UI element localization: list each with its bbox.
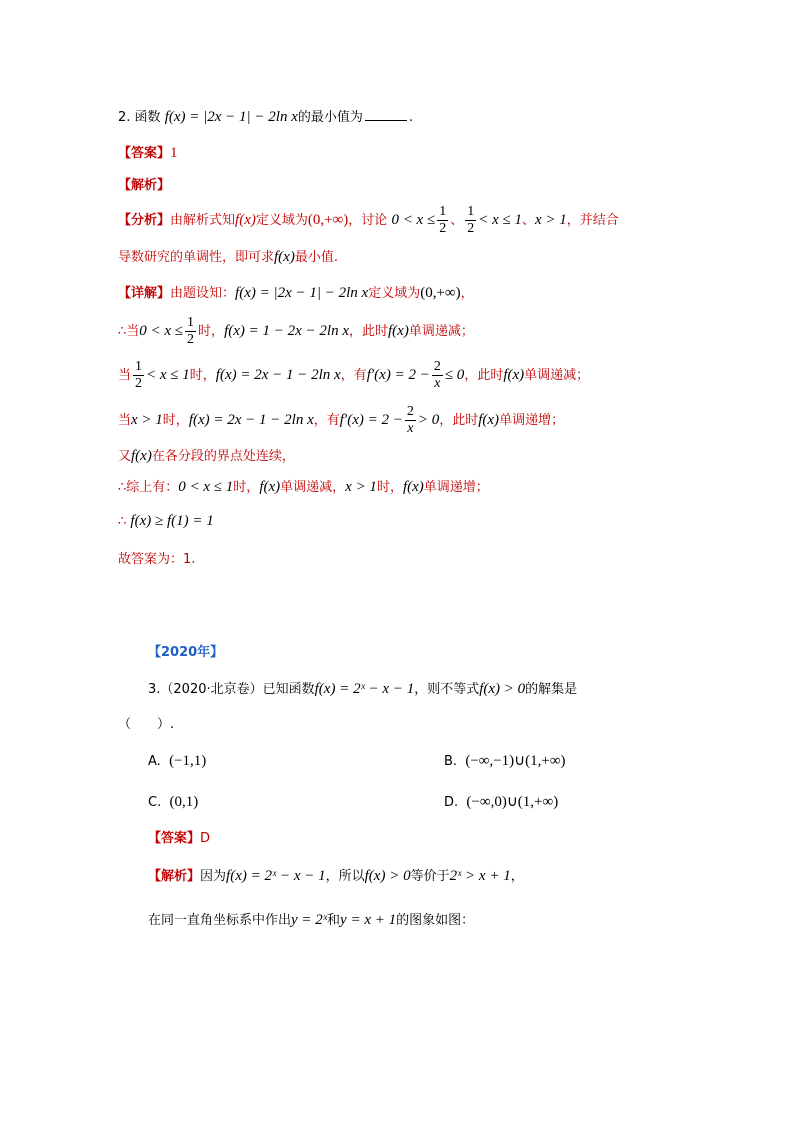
option-c: C. (0,1)	[148, 794, 199, 810]
q2-detail-line6: ∴综上有：0 < x ≤ 1时，f(x)单调递减，x > 1时，f(x)单调递增；	[118, 479, 489, 495]
q2-detail-line5: 又f(x)在各分段的界点处连续，	[118, 448, 295, 464]
q2-number: 2.	[118, 110, 131, 125]
fraction-one-half: $\frac{1}{2}$	[439, 204, 447, 236]
option-b: B. (−∞,−1)∪(1,+∞)	[444, 753, 566, 769]
q2-answer: 【答案】1	[118, 145, 178, 161]
q3-stem-paren: （ ）.	[118, 717, 175, 732]
q2-detail-line2: ∴当0 < x ≤ $\frac{1}{2}$ 时，f(x) = 1 − 2x − 2ln x，此时f(x)单调递减；	[118, 315, 474, 347]
q2-detail-line3: 当 $\frac{1}{2}$ < x ≤ 1时，f(x) = 2x − 1 − 2ln x，有f′(x) = 2 − $\frac{2}{x}$ ≤ 0，此时f(x)单调递减；	[118, 359, 590, 391]
q2-detail-line4: 当x > 1时，f(x) = 2x − 1 − 2ln x，有f′(x) = 2 − $\frac{2}{x}$ > 0，此时f(x)单调递增；	[118, 404, 565, 436]
answer-blank	[365, 106, 407, 121]
q2-final-answer: 故答案为：1.	[118, 552, 196, 567]
q2-fenxi-line1: 【分析】由解析式知f(x)定义域为(0,+∞)，讨论 0 < x ≤ $\frac{1}{2}$ 、 $\frac{1}{2}$ < x ≤ 1、x > 1，并结合	[118, 204, 619, 236]
q3-stem: 3.（2020·北京卷）已知函数f(x) = 2ˣ − x − 1，则不等式f(x) > 0的解集是	[148, 681, 578, 697]
q2-detail-line7: ∴ f(x) ≥ f(1) = 1	[118, 513, 214, 529]
q3-answer: 【答案】D	[148, 831, 211, 846]
q3-analysis-line1: 【解析】因为f(x) = 2ˣ − x − 1，所以f(x) > 0等价于2ˣ > x + 1，	[148, 868, 524, 884]
year-heading: 【2020年】	[148, 645, 224, 660]
fraction-two-over-x: $\frac{2}{x}$	[406, 404, 414, 436]
q2-stem: 2. 函数 f(x) = |2x − 1| − 2ln x的最小值为 .	[118, 106, 413, 128]
fraction-two-over-x: $\frac{2}{x}$	[433, 359, 441, 391]
q2-function-formula: f(x) = |2x − 1| − 2ln x	[164, 109, 298, 125]
option-d: D. (−∞,0)∪(1,+∞)	[444, 794, 559, 810]
q2-fenxi-line2: 导数研究的单调性，即可求f(x)最小值.	[118, 249, 338, 265]
q2-analysis-heading: 【解析】	[118, 178, 171, 193]
fraction-one-half: $\frac{1}{2}$	[187, 315, 195, 347]
fraction-one-half: $\frac{1}{2}$	[467, 204, 475, 236]
option-a: A. (−1,1)	[148, 753, 207, 769]
q2-detail-line1: 【详解】由题设知：f(x) = |2x − 1| − 2ln x定义域为(0,+∞)，	[118, 285, 474, 301]
q3-analysis-line2: 在同一直角坐标系中作出y = 2ˣ和y = x + 1的图象如图：	[148, 912, 475, 928]
fraction-one-half: $\frac{1}{2}$	[135, 359, 143, 391]
